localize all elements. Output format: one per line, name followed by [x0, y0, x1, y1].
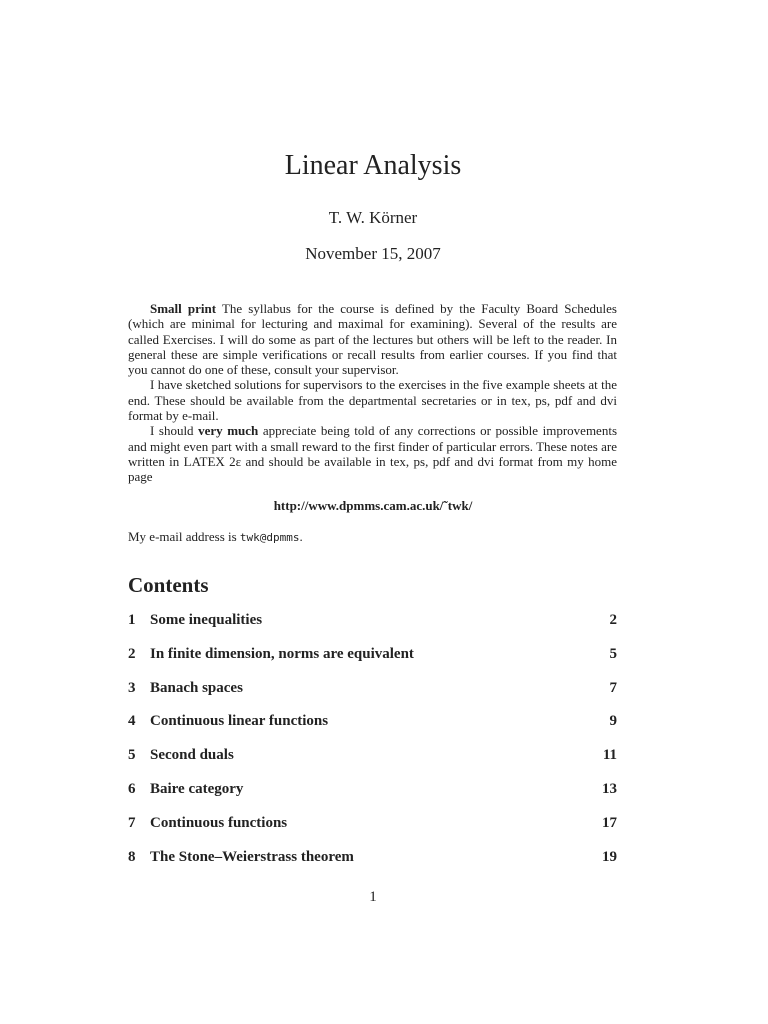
toc-page-number: 5 [609, 645, 617, 662]
small-print-emphasis: very much [198, 423, 259, 439]
toc-page-number: 13 [602, 780, 617, 797]
toc-title: Some inequalities [150, 612, 263, 628]
toc-entry[interactable] [128, 612, 617, 646]
toc-entry[interactable] [128, 680, 617, 714]
small-print-p2-text: I have sketched solutions for supervisors to the exercises in the five example sheets at the end. These should be available from the departmental secretaries or in tex, ps, pdf and dvi format by e-mail. [128, 377, 617, 424]
small-print-paragraph-1 [128, 301, 617, 377]
toc-number: 3 [128, 679, 136, 696]
toc-number: 7 [128, 814, 136, 831]
document-author: T. W. Körner [328, 208, 418, 227]
toc-entry[interactable] [128, 781, 617, 815]
small-print-paragraph-3 [128, 423, 617, 484]
email-prefix: My e-mail address is [128, 529, 240, 544]
table-of-contents [128, 612, 617, 882]
small-print-section [128, 301, 617, 485]
toc-number: 4 [128, 713, 136, 730]
small-print-paragraph-2 [128, 377, 617, 423]
email-suffix: . [299, 529, 303, 544]
toc-number: 6 [128, 780, 136, 797]
small-print-p1-text: The syllabus for the course is defined by the Faculty Board Schedules (which are minimal for lecturing and maximal for examining). Several of the results are called Exercises. I will do some as part of the lectures but others will be left to the reader. In general these are simple verifications or recall results from earlier courses. If you find that you cannot do one of these, consult your supervisor. [128, 301, 617, 378]
toc-page-number: 17 [602, 814, 617, 831]
document-title: Linear Analysis [284, 150, 462, 181]
document-date: November 15, 2007 [305, 244, 441, 263]
toc-title: In finite dimension, norms are equivalent [150, 645, 414, 662]
toc-title: Second duals [150, 747, 234, 764]
contents-heading: Contents [128, 573, 209, 597]
page-number: 1 [369, 889, 377, 905]
toc-title: Continuous functions [150, 814, 288, 831]
small-print-p3-pre: I should [150, 423, 199, 439]
toc-entry[interactable] [128, 646, 617, 680]
toc-title: The Stone–Weierstrass theorem [150, 848, 354, 865]
toc-page-number: 9 [609, 713, 617, 730]
toc-title: Banach spaces [150, 679, 243, 696]
toc-number: 1 [128, 612, 136, 628]
email-line [128, 529, 303, 545]
toc-page-number: 19 [602, 848, 617, 865]
home-page-url[interactable]: http://www.dpmms.cam.ac.uk/˜twk/ [273, 498, 473, 513]
toc-number: 2 [128, 645, 136, 662]
toc-title: Continuous linear functions [150, 713, 329, 730]
email-address[interactable]: twk@dpmms [239, 531, 300, 544]
toc-title: Baire category [150, 780, 244, 797]
toc-number: 8 [128, 848, 136, 865]
toc-page-number: 2 [609, 612, 617, 628]
toc-number: 5 [128, 747, 136, 764]
toc-entry[interactable] [128, 747, 617, 781]
toc-entry[interactable] [128, 815, 617, 849]
toc-page-number: 7 [609, 679, 617, 696]
toc-entry[interactable] [128, 849, 617, 883]
small-print-lead: Small print [150, 301, 217, 316]
toc-entry[interactable] [128, 713, 617, 747]
small-print-p3-post: and should be available in tex, ps, pdf and dvi format from my home page [128, 453, 617, 485]
toc-page-number: 11 [602, 747, 617, 764]
latex-logo: LATEX 2ε [183, 453, 242, 469]
small-print-p3-mid: appreciate being told of any corrections or possible improvements and might even part with a small reward to the first finder of particular errors. These notes are written in [128, 423, 617, 469]
